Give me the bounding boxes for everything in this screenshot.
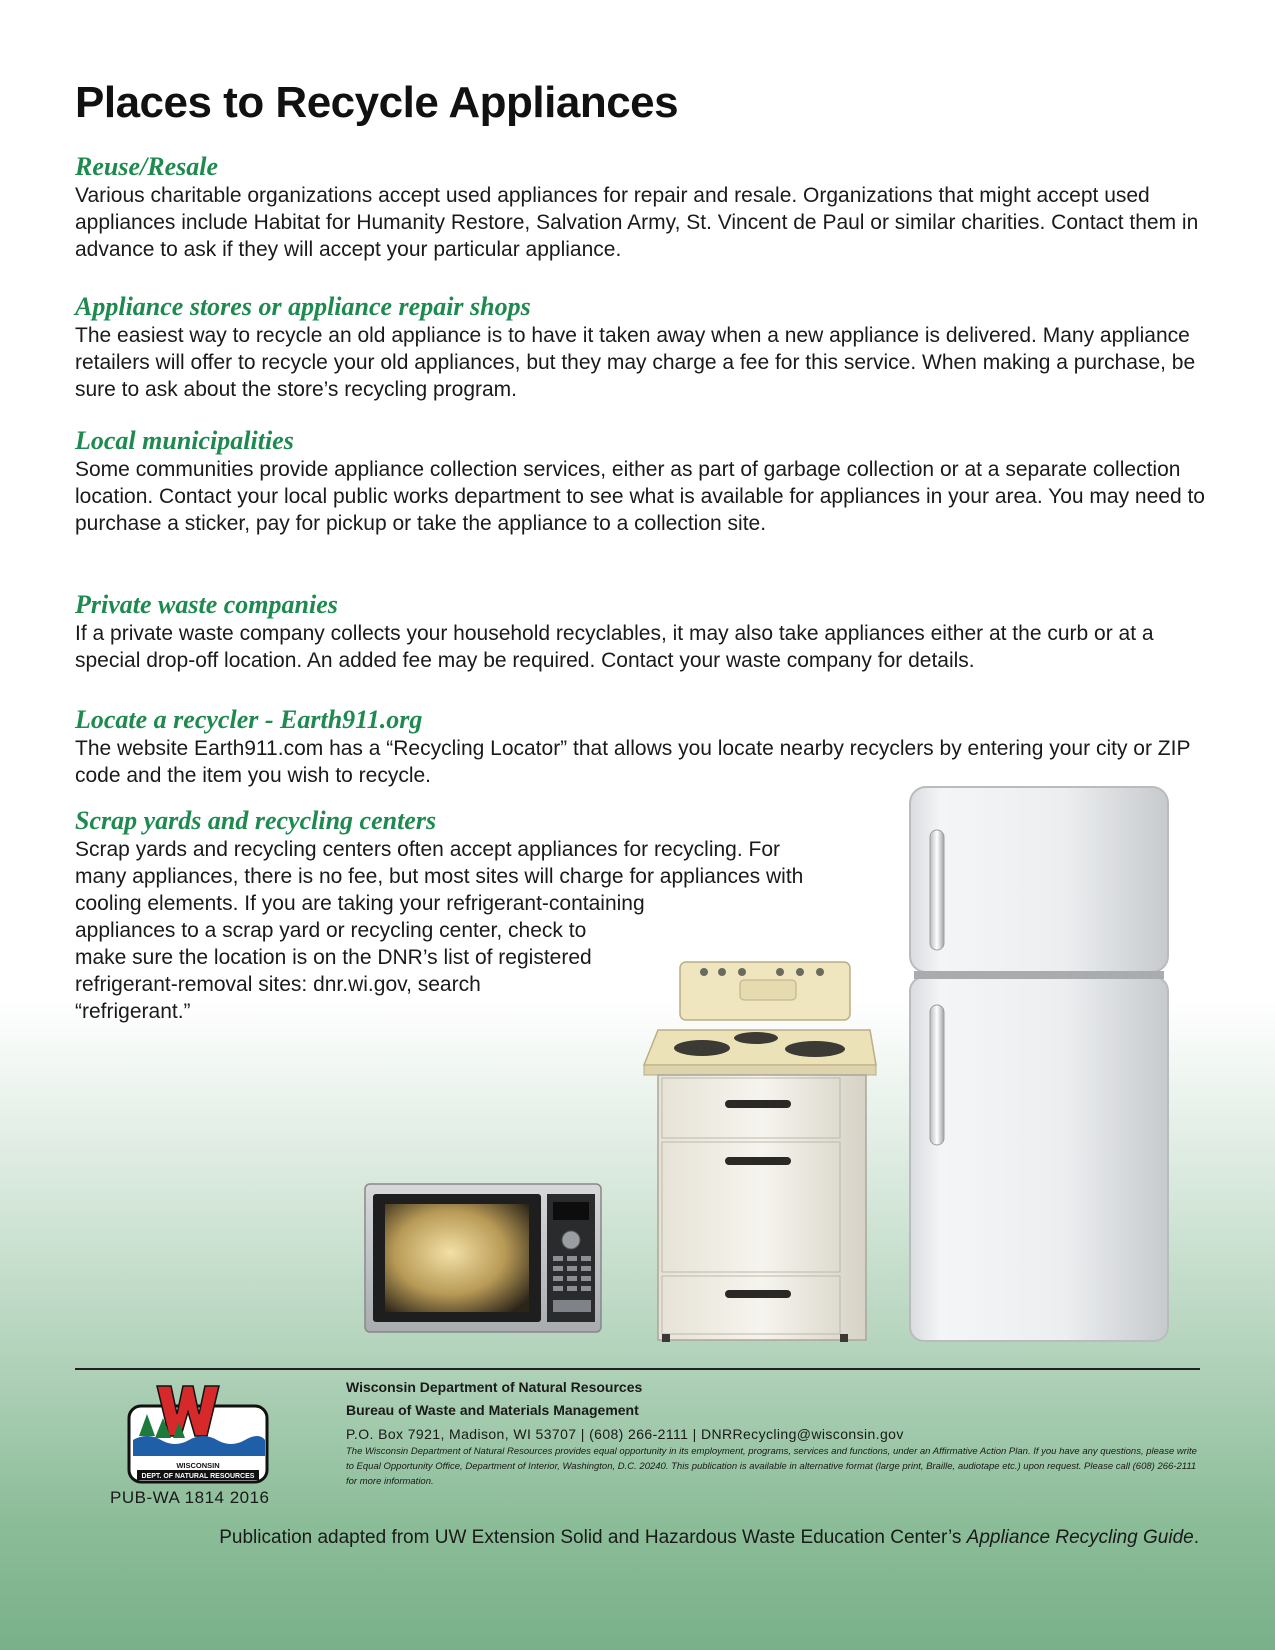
section-heading: Appliance stores or appliance repair shops — [75, 292, 531, 321]
section-heading: Private waste companies — [75, 590, 338, 619]
section-body-narrow: appliances to a scrap yard or recycling center, check to make sure the location is on the DNR’s list of registered refrigerant-removal sites: dnr.wi.gov, search “refrigerant.” — [75, 919, 592, 1023]
section-body: The website Earth911.com has a “Recycling Locator” that allows you locate nearby recyclers by entering your city or ZIP code and the item you wish to recycle. — [75, 737, 1191, 787]
section-heading: Scrap yards and recycling centers — [75, 806, 437, 835]
section-locate-recycler — [75, 705, 1205, 789]
section-body: Various charitable organizations accept used appliances for repair and resale. Organizations that might accept used appliances include Habitat for Humanity Restore, Salvation Army, St. Vincent de Paul or similar charities. Contact them in advance to ask if they will accept your particular appliance. — [75, 184, 1199, 261]
section-local-municipalities — [75, 426, 1205, 537]
logo-text-line2: DEPT. OF NATURAL RESOURCES — [141, 1473, 255, 1480]
org-name: Wisconsin Department of Natural Resources — [346, 1379, 643, 1395]
section-private-waste-companies — [75, 590, 1205, 674]
refrigerator-image — [908, 785, 1170, 1345]
eeo-statement: The Wisconsin Department of Natural Resources provides equal opportunity in its employment, programs, services and functions, under an Affirmative Action Plan. If you have any questions, please write to Equal Opportunity Office, Department of Interior, Washington, D.C. 20240. This publication is available in alternative format (large print, Braille, audiotape etc.) upon request. Please call (608) 266-2111 for more information. — [346, 1446, 1197, 1487]
section-body: The easiest way to recycle an old appliance is to have it taken away when a new appliance is delivered. Many appliance retailers will offer to recycle your old appliances, but they may charge a fee for this service. When making a purchase, be sure to ask about the store’s recycling program. — [75, 324, 1196, 401]
wisconsin-dnr-logo — [127, 1384, 269, 1484]
section-heading: Locate a recycler - Earth911.org — [75, 705, 423, 734]
section-heading: Local municipalities — [75, 426, 294, 455]
bureau-name: Bureau of Waste and Materials Management — [346, 1402, 639, 1418]
publication-credit — [219, 1527, 1199, 1549]
credit-title: Appliance Recycling Guide — [966, 1527, 1194, 1548]
stove-image — [640, 960, 880, 1345]
footer-divider — [75, 1368, 1200, 1370]
logo-text-line1: WISCONSIN — [176, 1461, 220, 1470]
credit-prefix: Publication adapted from UW Extension Solid and Hazardous Waste Education Center’s — [219, 1527, 967, 1548]
microwave-image — [363, 1182, 603, 1337]
contact-info: P.O. Box 7921, Madison, WI 53707 | (608) 266-2111 | DNRRecycling@wisconsin.gov — [346, 1426, 904, 1442]
footer-contact-block — [346, 1376, 1206, 1489]
section-reuse-resale — [75, 152, 1205, 263]
credit-suffix: . — [1193, 1527, 1199, 1548]
publication-number: PUB-WA 1814 2016 — [110, 1488, 270, 1507]
section-body-wide: Scrap yards and recycling centers often accept appliances for recycling. For many appliances, there is no fee, but most sites will charge for appliances with cooling elements. If you are taking your refrigerant-containing — [75, 838, 804, 915]
section-heading: Reuse/Resale — [75, 152, 218, 181]
page-title: Places to Recycle Appliances — [75, 78, 679, 127]
section-body: If a private waste company collects your household recyclables, it may also take appliances either at the curb or at a special drop-off location. An added fee may be required. Contact your waste company for details. — [75, 622, 1154, 672]
section-body: Some communities provide appliance collection services, either as part of garbage collection or at a separate collection location. Contact your local public works department to see what is available for appliances in your area. You may need to purchase a sticker, pay for pickup or take the appliance to a collection site. — [75, 458, 1205, 535]
section-appliance-stores — [75, 292, 1205, 403]
